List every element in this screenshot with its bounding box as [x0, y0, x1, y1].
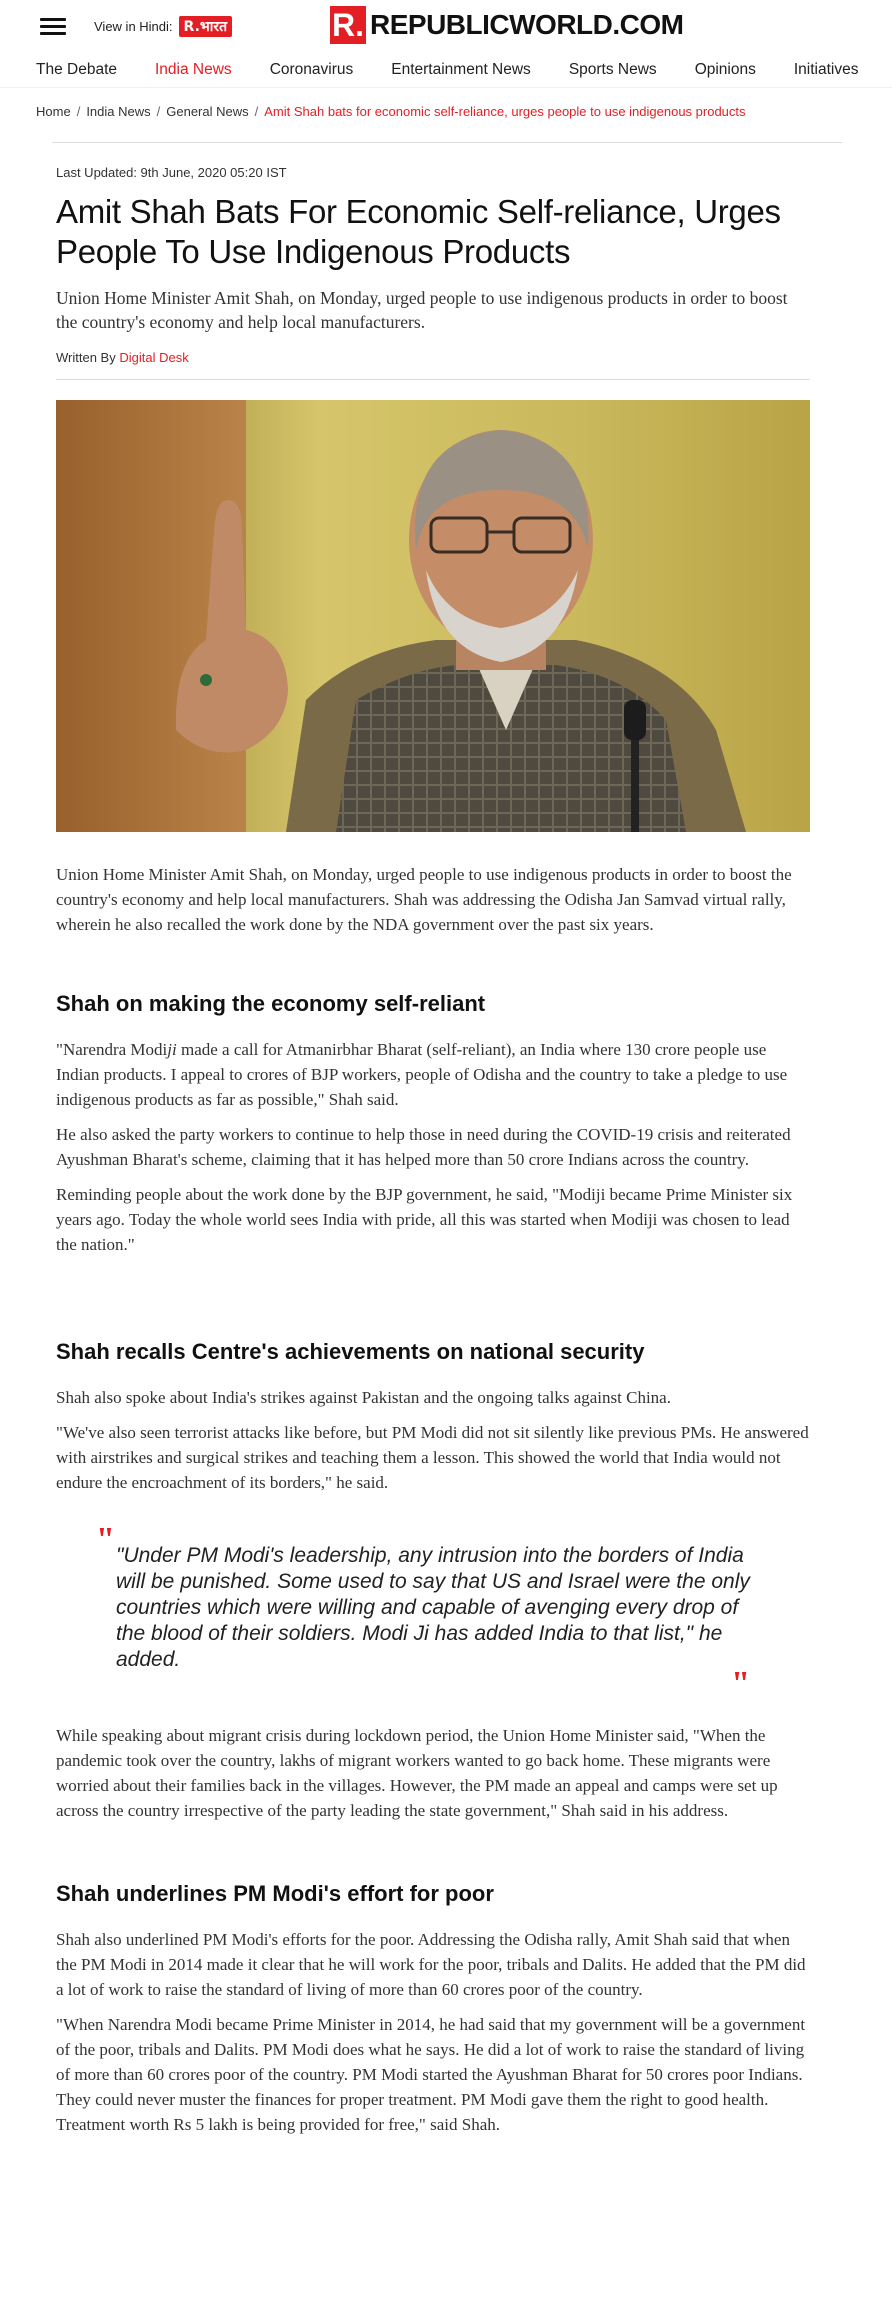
main-nav — [0, 52, 892, 88]
breadcrumb-general-news[interactable]: General News — [166, 104, 249, 119]
breadcrumb — [0, 88, 892, 134]
section1-paragraph: He also asked the party workers to continue to help those in need during the COVID-19 crisis and reiterated Ayushman Bharat's scheme, claiming that it has helped more than 50 crore Indians across the country. — [56, 1125, 791, 1169]
article-title: Amit Shah Bats For Economic Self-reliance, Urges People To Use Indigenous Products — [56, 193, 781, 270]
breadcrumb-current: Amit Shah bats for economic self-reliance, urges people to use indigenous products — [264, 104, 746, 119]
divider — [52, 142, 842, 143]
site-logo[interactable] — [330, 6, 683, 44]
nav-item-the-debate[interactable]: The Debate — [36, 60, 117, 78]
section1-p1-ji: ji — [167, 1040, 177, 1059]
brand-mark: R. — [332, 6, 364, 43]
byline-prefix: Written By — [56, 350, 116, 365]
article — [0, 165, 892, 2137]
section1-p1-start: "Narendra Modi — [56, 1040, 168, 1059]
section3-paragraph: Shah also underlined PM Modi's efforts for the poor. Addressing the Odisha rally, Amit Shah said that when the PM Modi in 2014 made it clear that he will work for the poor, tribals and Dalits. He added that the PM did a lot of work to raise the standard of living of more than 60 crores poor of the country. — [56, 1930, 806, 1999]
section1-paragraph: Reminding people about the work done by the BJP government, he said, "Modiji became Prime Minister six years ago. Today the whole world sees India with pride, all this was started when Modiji was chosen to lead the nation." — [56, 1185, 793, 1254]
article-body — [56, 862, 810, 2137]
menu-icon[interactable] — [40, 18, 66, 36]
section1-p1-end: made a call for Atmanirbhar Bharat (self-reliant), an India where 130 crore people use Indian products. I appeal to crores of BJP workers, people of Odisha and the country to take a pledge to use indigenous products as far as possible," Shah said. — [56, 1040, 788, 1109]
nav-item-entertainment-news[interactable]: Entertainment News — [391, 60, 531, 78]
author-link[interactable]: Digital Desk — [119, 350, 189, 365]
section2-paragraph: Shah also spoke about India's strikes against Pakistan and the ongoing talks against China. — [56, 1388, 671, 1407]
last-updated: Last Updated: 9th June, 2020 05:20 IST — [56, 165, 287, 180]
site-header — [0, 0, 892, 52]
brand-name: REPUBLICWORLD.COM — [370, 9, 684, 40]
breadcrumb-separator: / — [156, 104, 161, 119]
section-heading-self-reliant: Shah on making the economy self-reliant — [56, 991, 486, 1016]
nav-item-opinions[interactable]: Opinions — [694, 60, 756, 78]
nav-item-initiatives[interactable]: Initiatives — [793, 60, 859, 78]
open-quote-icon: " — [96, 1521, 115, 1558]
article-intro: Union Home Minister Amit Shah, on Monday, urged people to use indigenous products in order to boost the country's economy and help local manufacturers. Shah was addressing the Odisha Jan Samvad virtual rally, wherein he also recalled the work done by the NDA government over the past six years. — [56, 865, 792, 934]
nav-item-sports-news[interactable]: Sports News — [568, 60, 657, 78]
republic-bharat-logo[interactable]: R.भारत — [179, 16, 233, 37]
amit-shah-photo — [56, 400, 810, 832]
section-heading-national-security: Shah recalls Centre's achievements on national security — [56, 1339, 645, 1364]
section3-paragraph: "When Narendra Modi became Prime Minister in 2014, he had said that my government will be a government of the poor, tribals and Dalits. PM Modi does what he says. He did a lot of work to raise the standard of living of more than 60 crores poor of the country. PM Modi started the Ayushman Bharat for 50 crores poor Indians. They could never muster the finances for proper treatment. PM Modi gave them the right to good health. Treatment worth Rs 5 lakh is being provided for free," said Shah. — [56, 2015, 806, 2134]
breadcrumb-separator: / — [254, 104, 259, 119]
section2-paragraph: "We've also seen terrorist attacks like before, but PM Modi did not sit silently like previous PMs. He answered with airstrikes and surgical strikes and teaching them a lesson. This showed the world that India would not endure the encroachment of its borders," he said. — [56, 1423, 809, 1492]
breadcrumb-india-news[interactable]: India News — [86, 104, 151, 119]
article-hero-image — [56, 400, 810, 832]
article-standfirst: Union Home Minister Amit Shah, on Monday, urged people to use indigenous products in order to boost the country's economy and help local manufacturers. — [56, 288, 788, 332]
pull-quote-text: "Under PM Modi's leadership, any intrusion into the borders of India will be punished. Some used to say that US and Israel were the only countries which were willing and capable of avenging every drop of the blood of their soldiers. Modi Ji has added India to that list," he added. — [116, 1544, 750, 1671]
hindi-edition-link[interactable] — [94, 16, 232, 37]
breadcrumb-home[interactable]: Home — [36, 104, 71, 119]
byline — [56, 350, 810, 365]
pull-quote — [96, 1521, 790, 1702]
section-heading-effort-for-poor: Shah underlines PM Modi's effort for poor — [56, 1881, 494, 1906]
breadcrumb-separator: / — [76, 104, 81, 119]
nav-item-coronavirus[interactable]: Coronavirus — [269, 60, 354, 78]
close-quote-icon: " — [731, 1665, 750, 1702]
section2-paragraph: While speaking about migrant crisis during lockdown period, the Union Home Minister said, "When the pandemic took over the country, lakhs of migrant workers wanted to go back home. These migrants were worried about their families back in the villages. However, the PM made an appeal and camps were set up across the country irrespective of the party leading the state government," Shah said in his address. — [56, 1726, 778, 1820]
nav-item-india-news[interactable]: India News — [155, 60, 232, 78]
divider — [56, 379, 810, 380]
section1-paragraph — [56, 1037, 810, 1112]
view-in-hindi-label: View in Hindi: — [94, 19, 173, 34]
